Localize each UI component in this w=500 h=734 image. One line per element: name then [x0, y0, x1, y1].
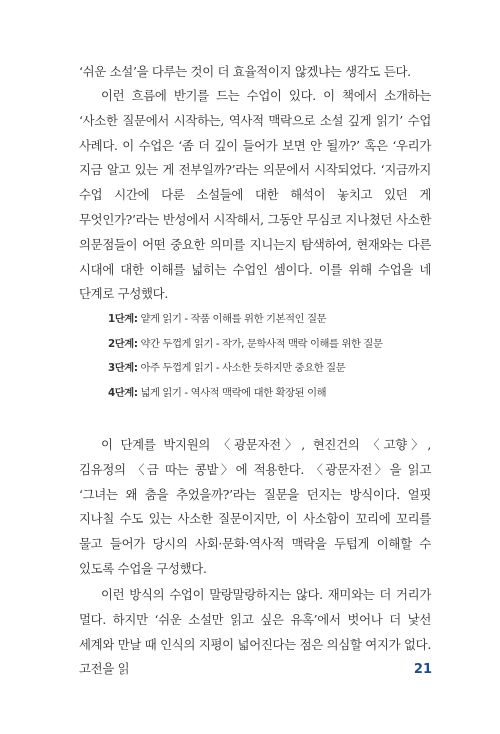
step-item [108, 332, 438, 357]
step-text: 넓게 읽기 - 역사적 맥락에 대한 확장된 이해 [137, 386, 327, 399]
body-paragraph: 이런 방식의 수업이 말랑말랑하지는 않다. 재미와는 더 거리가 멀다. 하지만 ‘쉬운 소설만 읽고 싶은 유혹’에서 벗어나 더 낯선 세계와 만날 때 인식의 지평이 넓어진다는 점은 의심할 여지가 없다. 고전을 읽 [79, 587, 431, 677]
step-list [108, 307, 438, 405]
page-number: 21 [413, 662, 432, 677]
step-text: 아주 두껍게 읽기 - 사소한 듯하지만 중요한 질문 [137, 362, 346, 375]
step-label: 4단계: [108, 386, 138, 399]
step-item [108, 307, 438, 332]
step-text: 얕게 읽기 - 작품 이해를 위한 기본적인 질문 [137, 313, 327, 325]
step-text: 약간 두껍게 읽기 - 작가, 문학사적 맥락 이해를 위한 질문 [137, 337, 383, 350]
step-label: 3단계: [108, 362, 138, 375]
step-item [108, 356, 438, 381]
body-paragraph: 이 단계를 박지원의 〈광문자전〉, 현진건의 〈고향〉, 김유정의 〈금 따는 콩밭〉에 적용한다. 〈광문자전〉을 읽고 ‘그녀는 왜 춤을 추었을까?’라는 질문을 던지는 방식이다. 얼핏 지나칠 수도 있는 사소한 질문이지만, 이 사소함이 꼬리에 꼬리를 물고 들어가 당시의 사회·문화·역사적 맥락을 두텁게 이해할 수 있도록 수업을 구성했다. [79, 437, 431, 576]
step-label: 1단계: [108, 313, 138, 325]
step-item [108, 381, 438, 406]
step-label: 2단계: [108, 337, 138, 350]
body-paragraph: 이런 흐름에 반기를 드는 수업이 있다. 이 책에서 소개하는 ‘사소한 질문에서 시작하는, 역사적 맥락으로 소설 깊게 읽기’ 수업 사례다. 이 수업은 ‘좀 더 깊이 들어가 보면 안 될까?’ 혹은 ‘우리가 지금 알고 있는 게 전부일까?’라는 의문에서 시작되었다. ‘지금까지 수업 시간에 다룬 소설들에 대한 해석이 놓치고 있던 게 무엇인가?’라는 반성에서 시작해서, 그동안 무심코 지나쳤던 사소한 의문점들이 어떤 중요한 의미를 지니는지 탐색하여, 현재와는 다른 시대에 대한 이해를 넓히는 수업인 셈이다. 이를 위해 수업을 네 단계로 구성했다. [79, 88, 431, 302]
body-paragraph: ‘쉬운 소설’을 다루는 것이 더 효율적이지 않겠냐는 생각도 든다. [79, 64, 411, 79]
